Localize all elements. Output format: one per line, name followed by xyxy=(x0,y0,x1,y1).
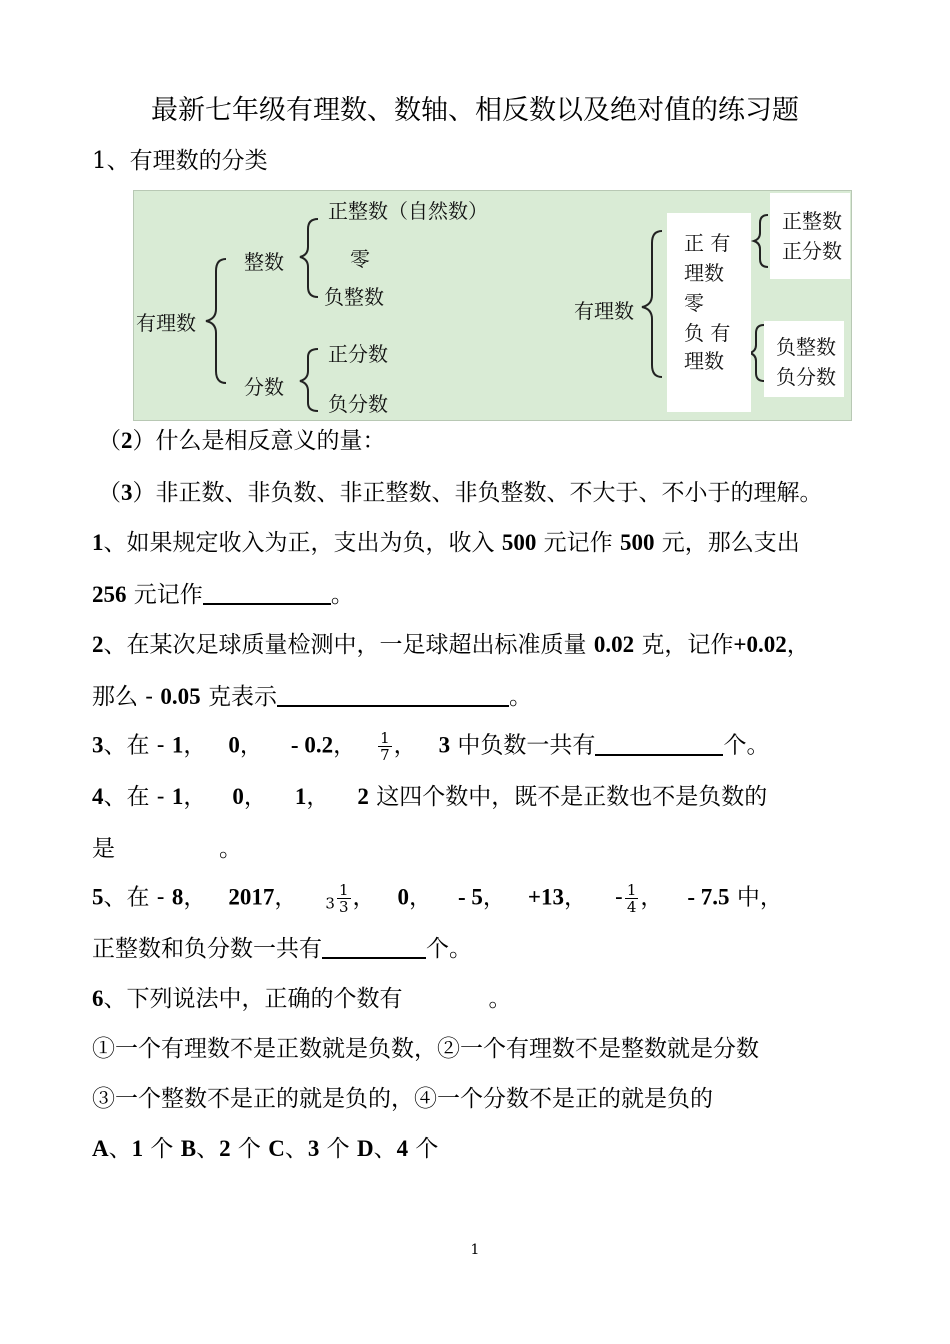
option-d[interactable]: D、4 个 xyxy=(356,1136,439,1162)
question-1-line-1: 1、如果规定收入为正，支出为负，收入 500 元记作 500 元，那么支出 xyxy=(92,530,800,556)
answer-blank[interactable] xyxy=(203,581,331,605)
diagram-positive-rational-1: 正 有 xyxy=(684,231,731,255)
mixed-fraction: $\frac{1}{3}$ xyxy=(338,881,349,916)
question-5-line-2: 正整数和负分数一共有 个。 xyxy=(92,936,472,962)
question-3: 3、在 - 1， 0， - 0.2， $\frac{1}{7}$ ， 3 中负数一共有 个。 xyxy=(92,729,770,764)
subquestion-2: （2）什么是相反意义的量： xyxy=(98,428,386,454)
fraction-one-quarter: $\frac{1}{4}$ xyxy=(626,881,637,916)
question-6: 6、下列说法中，正确的个数有 。 xyxy=(92,986,512,1012)
answer-blank[interactable] xyxy=(595,732,723,756)
diagram-negative-rational-1: 负 有 xyxy=(684,321,731,345)
question-2-line-2: 那么 - 0.05 克表示 。 xyxy=(92,684,532,710)
diagram-positive-fraction: 正分数 xyxy=(328,342,388,366)
diagram-integer: 整数 xyxy=(244,250,284,274)
answer-blank[interactable] xyxy=(322,935,426,959)
statement-1-2: ①一个有理数不是正数就是负数，②一个有理数不是整数就是分数 xyxy=(92,1036,759,1062)
diagram-right-negative-fraction: 负分数 xyxy=(776,365,836,389)
subquestion-3: （3）非正数、非负数、非正整数、非负整数、不大于、不小于的理解。 xyxy=(98,480,823,506)
diagram-right-positive-integer: 正整数 xyxy=(782,209,842,233)
diagram-right-root: 有理数 xyxy=(574,299,634,323)
question-4-line-1: 4、在 - 1， 0， 1， 2 这四个数中，既不是正数也不是负数的 xyxy=(92,784,768,810)
diagram-negative-fraction: 负分数 xyxy=(328,392,388,416)
diagram-fraction: 分数 xyxy=(244,375,284,399)
rational-number-classification-diagram xyxy=(133,190,852,421)
option-b[interactable]: B、2 个 xyxy=(180,1136,269,1162)
diagram-left-root: 有理数 xyxy=(136,311,196,335)
fraction-one-seventh: $\frac{1}{7}$ xyxy=(380,729,390,764)
diagram-negative-rational-2: 理数 xyxy=(684,349,724,373)
diagram-right-positive-fraction: 正分数 xyxy=(782,239,842,263)
page-title: 最新七年级有理数、数轴、相反数以及绝对值的练习题 xyxy=(151,95,799,126)
question-5-line-1: 5、在 - 8， 2017， 3 $\frac{1}{3}$ ， 0， - 5， +13， - $\frac{1}{4}$ ， - 7.5 中， xyxy=(92,881,783,916)
diagram-zero: 零 xyxy=(350,247,370,271)
question-1-line-2: 256 元记作 。 xyxy=(92,582,354,608)
diagram-positive-integer: 正整数（自然数） xyxy=(328,199,488,223)
answer-options xyxy=(92,1134,438,1164)
answer-blank[interactable] xyxy=(277,683,509,707)
question-4-line-2: 是 。 xyxy=(92,836,242,862)
page-number: 1 xyxy=(470,1242,480,1258)
statement-3-4: ③一个整数不是正的就是负的，④一个分数不是正的就是负的 xyxy=(92,1086,713,1112)
diagram-right-zero: 零 xyxy=(684,291,704,315)
option-a[interactable]: A、1 个 xyxy=(92,1136,181,1162)
question-2-line-1: 2、在某次足球质量检测中，一足球超出标准质量 0.02 克，记作+0.02， xyxy=(92,632,810,658)
option-c[interactable]: C、3 个 xyxy=(268,1136,357,1162)
section-heading: 1、有理数的分类 xyxy=(92,148,268,174)
diagram-right-negative-integer: 负整数 xyxy=(776,335,836,359)
diagram-negative-integer: 负整数 xyxy=(324,285,384,309)
diagram-positive-rational-2: 理数 xyxy=(684,261,724,285)
